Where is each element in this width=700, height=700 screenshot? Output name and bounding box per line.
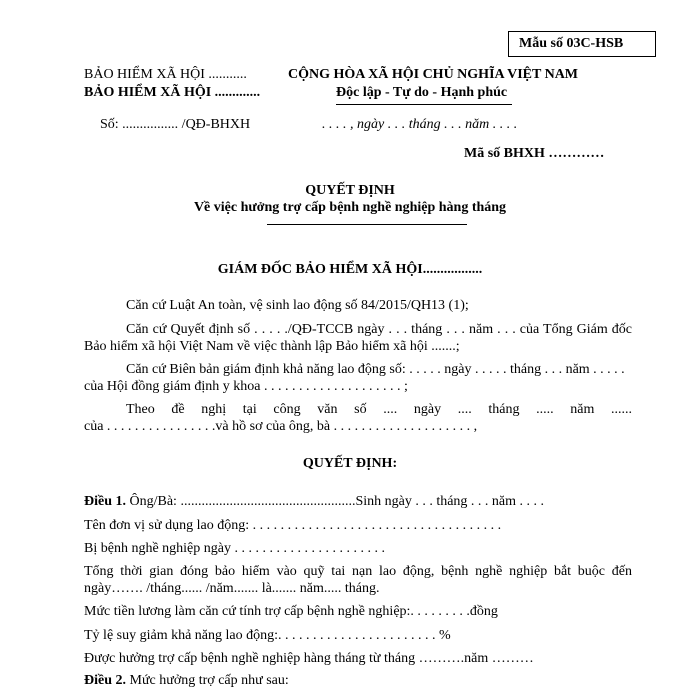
article-1-name-line [84,494,544,510]
article-2-label: Điều 2. [84,673,126,688]
date-line: . . . . , ngày . . . tháng . . . năm . . . . [322,117,518,132]
nation-title: CỘNG HÒA XÃ HỘI CHỦ NGHĨA VIỆT NAM [288,67,579,82]
motto-underline [336,104,512,105]
decision-number: Số: ................ /QĐ-BHXH [100,117,251,132]
basis-record-cont: của Hội đồng giám định y khoa . . . . . . . . . . . . . . . . . . . . ; [84,379,408,394]
basis-proposal: Theo đề nghị tại công văn số .... ngày .... tháng ..... năm ...... [126,402,632,417]
document-subtitle: Về việc hưởng trợ cấp bệnh nghề nghiệp hàng tháng [193,200,507,215]
social-insurance-code: Mã số BHXH ………… [464,146,605,161]
salary-line: Mức tiền lương làm căn cứ tính trợ cấp bệnh nghề nghiệp:. . . . . . . . .đồng [84,604,498,619]
start-month-line: Được hưởng trợ cấp bệnh nghề nghiệp hàng tháng từ tháng ……….năm ……… [84,651,534,666]
article-1-name: Ông/Bà: ..................................................Sinh ngày . . . tháng . . . năm . . . . [129,494,545,509]
form-code-box: Mẫu số 03C-HSB [508,31,656,57]
employer-line: Tên đơn vị sử dụng lao động: . . . . . . . . . . . . . . . . . . . . . . . . . . . . . . . . . . . . [84,518,502,533]
decision-heading: QUYẾT ĐỊNH: [302,456,398,471]
contribution-line-1: Tổng thời gian đóng bảo hiểm vào quỹ tai nạn lao động, bệnh nghề nghiệp bắt buộc đến [84,564,632,579]
contribution-line-2: ngày……. /tháng...... /năm....... là....... năm..... tháng. [84,581,380,596]
title-underline [267,224,467,225]
director-heading: GIÁM ĐỐC BẢO HIỂM XÃ HỘI................. [217,262,483,277]
article-1-label: Điều 1. [84,494,126,509]
article-2-line [84,673,289,689]
basis-law: Căn cứ Luật An toàn, vệ sinh lao động số 84/2015/QH13 (1); [126,298,469,313]
disease-date-line: Bị bệnh nghề nghiệp ngày . . . . . . . . . . . . . . . . . . . . . . [84,541,385,556]
basis-decision: Căn cứ Quyết định số . . . . ./QĐ-TCCB ngày . . . tháng . . . năm . . . của Tổng Giám đốc [126,322,632,337]
basis-decision-cont: Bảo hiểm xã hội Việt Nam về việc thành lập Bảo hiểm xã hội .......; [84,339,460,354]
basis-record: Căn cứ Biên bản giám định khả năng lao động số: . . . . . ngày . . . . . tháng . . . năm . . . . . [126,362,625,377]
basis-proposal-cont: của . . . . . . . . . . . . . . . .và hồ sơ của ông, bà . . . . . . . . . . . . . . . . . . . . , [84,419,478,434]
agency-line-2: BẢO HIỂM XÃ HỘI ............. [84,85,261,100]
document-title: QUYẾT ĐỊNH [305,183,395,198]
agency-line-1: BẢO HIỂM XÃ HỘI ........... [84,67,247,82]
motto: Độc lập - Tự do - Hạnh phúc [336,85,508,100]
article-2-text: Mức hưởng trợ cấp như sau: [129,673,289,688]
disability-line: Tỷ lệ suy giảm khả năng lao động:. . . . . . . . . . . . . . . . . . . . . . . % [84,628,451,643]
